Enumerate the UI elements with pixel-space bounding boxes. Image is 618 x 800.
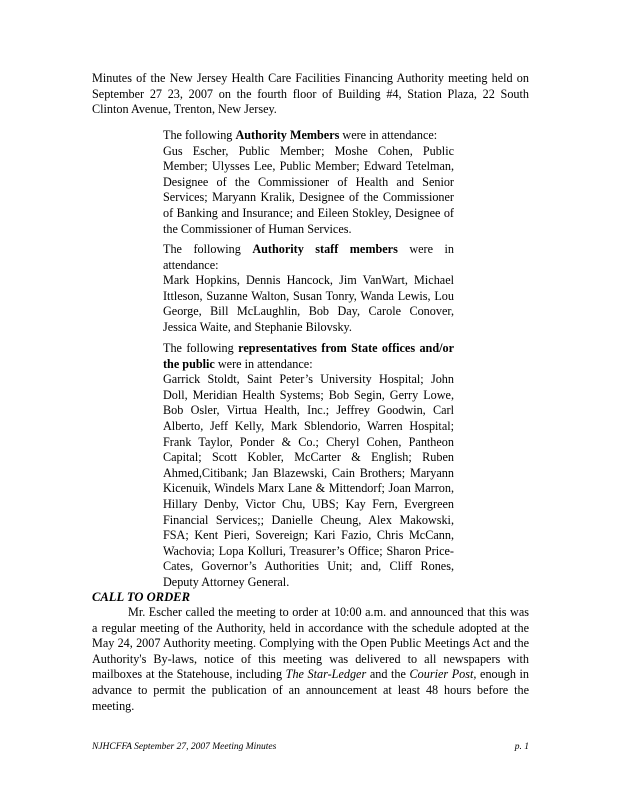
page-footer: [92, 742, 529, 756]
public-representatives-heading: [163, 341, 454, 372]
footer-title: NJHCFFA September 27, 2007 Meeting Minutes: [92, 742, 277, 752]
staff-members-list: Mark Hopkins, Dennis Hancock, Jim VanWart, Michael Ittleson, Suzanne Walton, Susan Tonry, Wanda Lewis, Lou George, Bill McLaughlin, Bob Day, Carole Conover, Jessica Waite, and Stephanie Bilovsky.: [163, 273, 454, 334]
call-to-order-text-2: enough in advance to permit the publication of an announcement at least 48 hours before the meeting.: [92, 667, 529, 713]
public-prefix: The following: [163, 341, 239, 355]
call-to-order-conjunction: and the: [366, 667, 410, 682]
members-suffix: were in attendance:: [339, 128, 438, 142]
staff-bold-label: Authority staff members: [252, 242, 398, 256]
staff-members-heading: [163, 242, 454, 273]
authority-members-heading: [163, 128, 454, 144]
public-bold-label: representatives from State offices and/or the public: [163, 341, 455, 371]
public-representatives-section: [163, 341, 454, 591]
authority-members-section: [163, 128, 454, 237]
newspaper-courier-post: Courier Post,: [409, 667, 477, 682]
public-representatives-list: Garrick Stoldt, Saint Peter’s University Hospital; John Doll, Meridian Health Systems; Bob Segin, Gerry Lowe, Bob Osler, Virtua Health, Inc.; Jeffrey Goodwin, Carl Alberto, Jeff Kelly, Mark Sblendorio, Warren Hospital; Frank Taylor, Ponder & Co.; Cheryl Cohen, Pantheon Capital; Scott Kobler, McCarter & English; Ruben Ahmed,Citibank; Jan Blazewski, Cain Brothers; Maryann Kicenuik, Windels Marx Lane & Mittendorf; Joan Marron, Hillary Denby, Victor Chu, UBS; Kay Fern, Evergreen Financial Services;; Danielle Cheung, Alex Makowski, FSA; Kent Pieri, Sovereign; Kari Fazio, Chris McCann, Wachovia; Lopa Kolluri, Treasurer’s Office; Sharon Price-Cates, Governor’s Authorities Unit; and, Cliff Rones, Deputy Attorney General.: [163, 372, 454, 589]
authority-members-list: Gus Escher, Public Member; Moshe Cohen, Public Member; Ulysses Lee, Public Member; Edward Tetelman, Designee of the Commissioner of Health and Senior Services; Maryann Kralik, Designee of the Commissioner of Banking and Insurance; and Eileen Stokley, Designee of the Commissioner of Human Services.: [163, 143, 454, 236]
public-suffix: were in attendance:: [214, 356, 313, 371]
members-prefix: The following: [163, 128, 236, 142]
intro-paragraph: Minutes of the New Jersey Health Care Facilities Financing Authority meeting held on September 27 23, 2007 on the fourth floor of Building #4, Station Plaza, 22 South Clinton Avenue, Trenton, New Jersey.: [92, 71, 529, 117]
members-bold-label: Authority Members: [235, 128, 340, 142]
call-to-order-text-1: Mr. Escher called the meeting to order at 10:00 a.m. and announced that this was a regular meeting of the Authority, held in accordance with the schedule adopted at the May 24, 2007 Authority meeting. Complying with the Open Public Meetings Act and the Authority's By-laws, notice of this meeting was delivered to all newspapers with mailboxes at the Statehouse, including: [92, 605, 529, 682]
staff-prefix: The following: [163, 242, 253, 256]
newspaper-star-ledger: The Star-Ledger: [285, 667, 367, 682]
staff-members-section: [163, 242, 454, 336]
call-to-order-paragraph: [92, 605, 529, 714]
page-number: p. 1: [514, 742, 529, 752]
staff-suffix: were in attendance:: [163, 242, 454, 272]
call-to-order-heading: CALL TO ORDER: [92, 590, 190, 604]
